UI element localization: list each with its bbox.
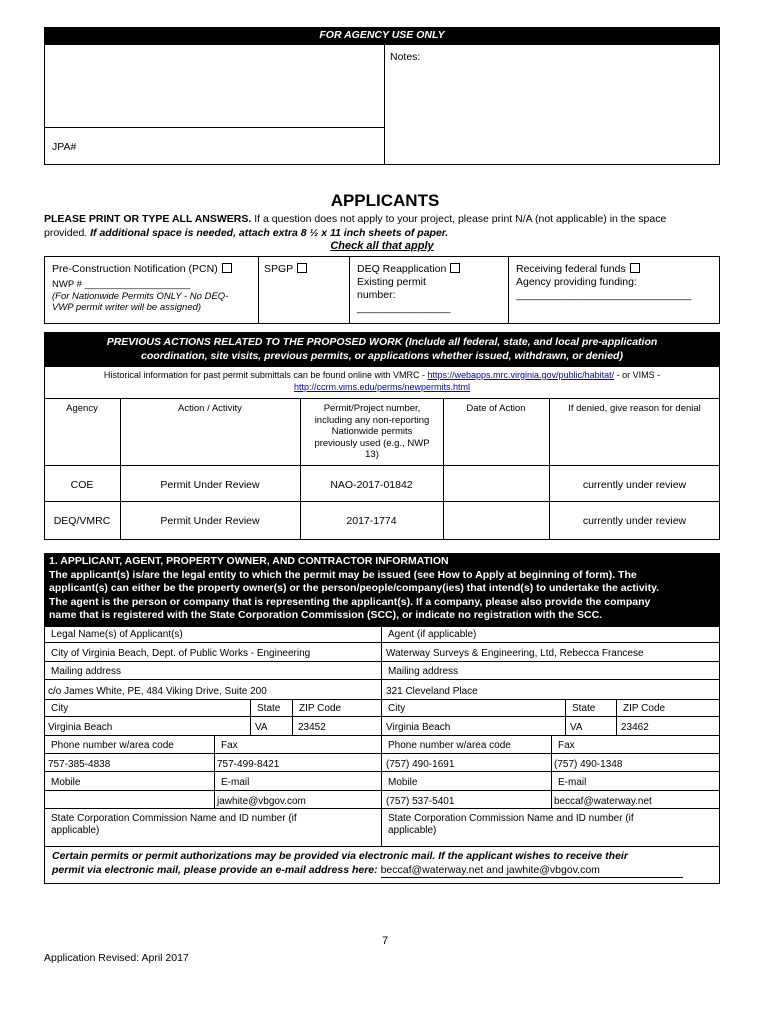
col-date: Date of Action xyxy=(466,403,526,414)
nwp-note-2: VWP permit writer will be assigned) xyxy=(52,302,202,313)
agent-mobile[interactable]: (757) 537-5401 xyxy=(386,796,455,807)
agent-city[interactable]: Virginia Beach xyxy=(386,722,451,733)
applicant-city[interactable]: Virginia Beach xyxy=(48,722,113,733)
applicant-mobile-label: Mobile xyxy=(51,777,81,788)
applicant-email-label: E-mail xyxy=(221,777,250,788)
instructions: PLEASE PRINT OR TYPE ALL ANSWERS. If a question does not apply to your project, please print N/A (not applicable) in the space provided. If additional space is needed, attach extra 8 ½ x 11 inch sheets of paper. xyxy=(44,213,667,239)
agency-divider-v xyxy=(384,44,385,165)
previous-actions-header: PREVIOUS ACTIONS RELATED TO THE PROPOSED WORK (Include all federal, state, and local pre-application coordination, site visits, previous permits, or applications whether issued, withdrawn, or denied) xyxy=(44,332,720,366)
deq-permit-number-field[interactable]: ________________ xyxy=(357,302,451,314)
agent-fax-label: Fax xyxy=(558,740,575,751)
row-permit-number: NAO-2017-01842 xyxy=(330,479,413,491)
applicant-state[interactable]: VA xyxy=(255,722,268,733)
applicant-city-label: City xyxy=(51,703,69,714)
check-all-header: Check all that apply xyxy=(330,240,434,252)
agent-city-label: City xyxy=(388,703,406,714)
section1-header: 1. APPLICANT, AGENT, PROPERTY OWNER, AND CONTRACTOR INFORMATION The applicant(s) is/are the legal entity to which the permit may be issued (see How to Apply at beginning of form). The applicant(s) can either be the property owner(s) or the person/people/company(ies) that intend(s) to undertake the activity. The agent is the person or company that is representing the applicant(s). If a company, please also provide the company name that is registered with the State Corporation Commission (SCC), or indicate no registration with the SCC. xyxy=(44,553,720,626)
spgp-option: SPGP xyxy=(264,263,307,275)
applicant-mobile[interactable] xyxy=(45,794,51,798)
agent-scc-label: State Corporation Commission Name and ID number (if applicable) xyxy=(388,813,634,836)
row-agency: COE xyxy=(70,479,94,491)
agent-name[interactable]: Waterway Surveys & Engineering, Ltd, Rebecca Francese xyxy=(386,648,644,659)
email-note-field[interactable]: beccaf@waterway.net and jawhite@vbgov.com xyxy=(381,863,683,878)
applicants-title: APPLICANTS xyxy=(330,191,440,210)
row-permit-number: 2017-1774 xyxy=(346,515,397,527)
email-note: Certain permits or permit authorizations may be provided via electronic mail. If the applicant wishes to receive their permit via electronic mail, please provide an e-mail address here: beccaf@waterway.net and jawhite@vbgov.com xyxy=(52,849,720,878)
historical-info: Historical information for past permit submittals can be found online with VMRC - https://webapps.mrc.virginia.gov/public/habitat/ - or VIMS - http://ccrm.vims.edu/perms/newpermits.html xyxy=(103,370,661,392)
row-agency: DEQ/VMRC xyxy=(53,515,111,527)
agent-phone-label: Phone number w/area code xyxy=(388,740,511,751)
agent-state-label: State xyxy=(572,703,596,714)
agent-phone[interactable]: (757) 490-1691 xyxy=(386,759,455,770)
row-action: Permit Under Review xyxy=(160,515,260,527)
agency-divider-h xyxy=(44,127,385,128)
agency-box xyxy=(44,44,720,165)
federal-agency-field[interactable]: ______________________________ xyxy=(516,289,692,301)
applicant-mailing-label: Mailing address xyxy=(51,666,122,677)
page-number: 7 xyxy=(381,935,389,947)
notes-label: Notes: xyxy=(390,51,421,63)
agent-mailing-label: Mailing address xyxy=(388,666,459,677)
vmrc-link[interactable]: https://webapps.mrc.virginia.gov/public/habitat/ xyxy=(427,370,615,380)
pcn-option: Pre-Construction Notification (PCN) xyxy=(52,263,232,275)
applicant-mailing[interactable]: c/o James White, PE, 484 Viking Drive, Suite 200 xyxy=(48,686,267,697)
row-reason: currently under review xyxy=(582,479,687,491)
col-denied-reason: If denied, give reason for denial xyxy=(568,403,701,414)
applicant-legal-name[interactable]: City of Virginia Beach, Dept. of Public Works - Engineering xyxy=(51,648,311,659)
agency-header: FOR AGENCY USE ONLY xyxy=(44,27,720,44)
agent-mobile-label: Mobile xyxy=(388,777,418,788)
jpa-label: JPA# xyxy=(52,141,77,153)
nwp-field[interactable]: NWP # ____________________ xyxy=(52,279,191,290)
federal-option: Receiving federal funds Agency providing funding: ______________________________ xyxy=(516,263,692,301)
applicant-zip-label: ZIP Code xyxy=(299,703,342,714)
row-date xyxy=(443,477,549,481)
applicant-fax-label: Fax xyxy=(221,740,238,751)
agent-email-label: E-mail xyxy=(558,777,587,788)
col-action: Action / Activity xyxy=(178,403,242,414)
agent-email[interactable]: beccaf@waterway.net xyxy=(554,796,652,807)
col-permit-number: Permit/Project number, including any non-reporting Nationwide permits previously used (e.g., NWP 13) xyxy=(314,403,430,460)
applicant-fax[interactable]: 757-499-8421 xyxy=(217,759,280,770)
row-date xyxy=(443,513,549,517)
deq-option: DEQ Reapplication Existing permit number: ________________ xyxy=(357,263,460,315)
applicant-legal-name-label: Legal Name(s) of Applicant(s) xyxy=(51,629,183,640)
pcn-checkbox[interactable] xyxy=(222,263,232,273)
applicant-scc-label: State Corporation Commission Name and ID number (if applicable) xyxy=(51,813,297,836)
agent-state[interactable]: VA xyxy=(570,722,583,733)
row-action: Permit Under Review xyxy=(160,479,260,491)
applicant-email[interactable]: jawhite@vbgov.com xyxy=(217,796,306,807)
nwp-note-1: (For Nationwide Permits ONLY - No DEQ- xyxy=(52,291,229,302)
applicant-state-label: State xyxy=(257,703,281,714)
deq-checkbox[interactable] xyxy=(450,263,460,273)
revised-date: Application Revised: April 2017 xyxy=(44,952,189,964)
row-reason: currently under review xyxy=(582,515,687,527)
applicant-phone[interactable]: 757-385-4838 xyxy=(48,759,111,770)
spgp-checkbox[interactable] xyxy=(297,263,307,273)
vims-link[interactable]: http://ccrm.vims.edu/perms/newpermits.html xyxy=(293,382,471,392)
agent-mailing[interactable]: 321 Cleveland Place xyxy=(386,686,478,697)
applicant-zip[interactable]: 23452 xyxy=(298,722,326,733)
agent-label: Agent (if applicable) xyxy=(388,629,477,640)
applicant-phone-label: Phone number w/area code xyxy=(51,740,174,751)
col-agency: Agency xyxy=(66,403,98,414)
agent-zip[interactable]: 23462 xyxy=(621,722,649,733)
agent-zip-label: ZIP Code xyxy=(623,703,666,714)
agent-fax[interactable]: (757) 490-1348 xyxy=(554,759,623,770)
federal-checkbox[interactable] xyxy=(630,263,640,273)
